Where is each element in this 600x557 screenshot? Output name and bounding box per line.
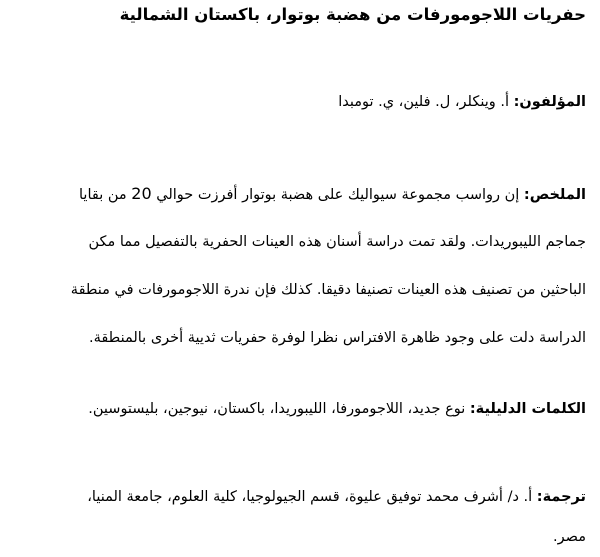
- abstract-line-2: جماجم الليبوريدات. ولقد تمت دراسة أسنان هذه العينات الحفرية بالتفصيل مما مكن: [88, 234, 586, 250]
- abstract-text-part: من بقايا: [79, 187, 127, 203]
- authors-line: [14, 90, 586, 114]
- translation-line-1: [14, 477, 586, 517]
- abstract-text-part: إن رواسب مجموعة سيواليك على هضبة بوتوار أفرزت حوالي: [156, 187, 520, 203]
- translation-block: [14, 477, 586, 557]
- keywords-label: الكلمات الدليلية:: [469, 401, 586, 417]
- translation-line-2: مصر.: [553, 529, 586, 545]
- keywords-line: [14, 397, 586, 421]
- translator-affiliation: أ. د/ أشرف محمد توفيق عليوة، قسم الجيولوجيا، كلية العلوم، جامعة المنيا،: [87, 489, 533, 505]
- document-title: حفريات اللاجومورفات من هضبة بوتوار، باكستان الشمالية: [119, 5, 586, 24]
- abstract-line-1: [14, 170, 586, 218]
- abstract-line-3: الباحثين من تصنيف هذه العينات تصنيفا دقيقا. كذلك فإن ندرة اللاجومورفات في منطقة: [70, 282, 586, 298]
- translation-label: ترجمة:: [536, 489, 586, 505]
- authors-value: أ. وينكلر، ل. فلين، ي. تومبدا: [338, 94, 510, 110]
- keywords-value: نوع جديد، اللاجومورفا، الليبوريدا، باكستان، نيوجين، بليستوسين.: [88, 401, 466, 417]
- abstract-number: 20: [131, 184, 152, 203]
- abstract-line-4: الدراسة دلت على وجود ظاهرة الافتراس نظرا لوفرة حفريات ثديية أخرى بالمنطقة.: [88, 330, 586, 346]
- abstract-block: [14, 170, 586, 362]
- abstract-label: الملخص:: [523, 187, 586, 203]
- authors-label: المؤلفون:: [513, 94, 586, 110]
